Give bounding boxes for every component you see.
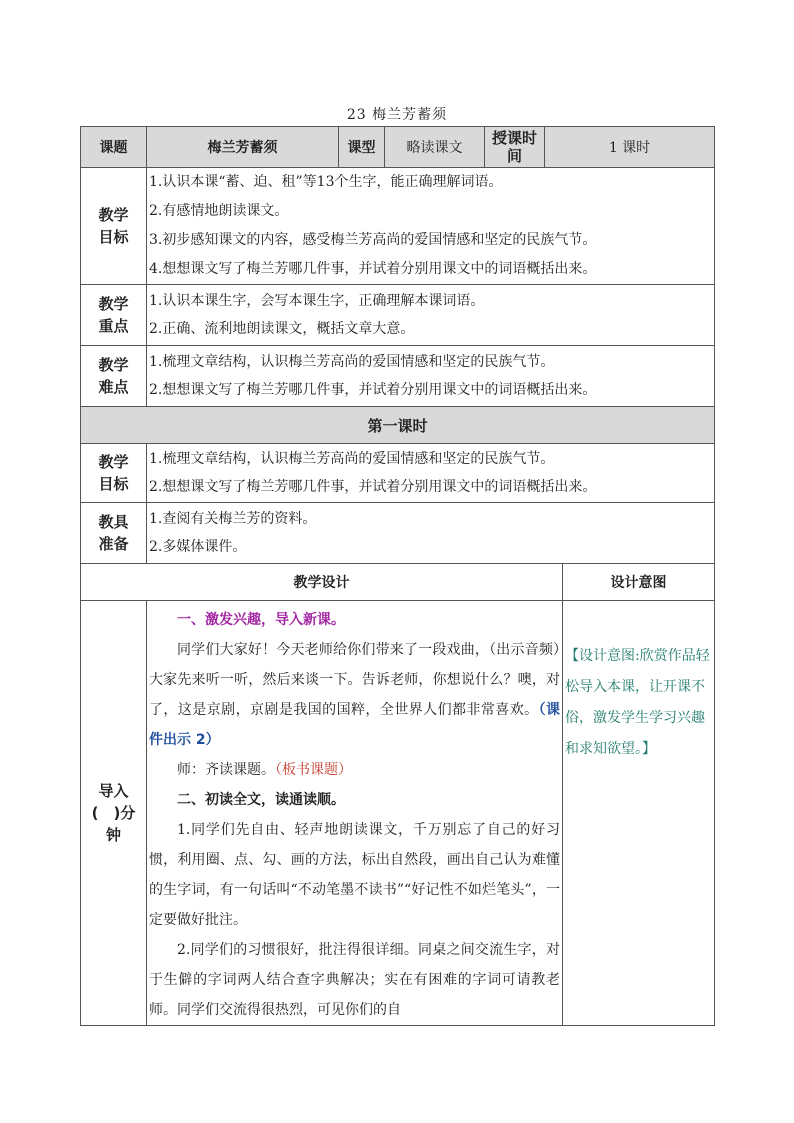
- header-row: [81, 127, 715, 168]
- goal-item: 2.有感情地朗读课文。: [149, 203, 289, 219]
- board-mark: （板书课题）: [275, 762, 352, 778]
- goals-label: 教学目标: [81, 168, 147, 285]
- intent-text: 【设计意图:欣赏作品轻松导入本课，让开课不俗，激发学生学习兴趣和求知欲望。】: [565, 648, 710, 757]
- key-points-content: [147, 285, 715, 346]
- period-goal-item: 2.想想课文写了梅兰芳哪几件事，并试着分别用课文中的词语概括出来。: [149, 479, 597, 495]
- goal-item: 1.认识本课“蓄、迫、租”等13个生字，能正确理解词语。: [149, 174, 503, 190]
- intent-column-title: 设计意图: [563, 564, 715, 601]
- prep-label: 教具准备: [81, 503, 147, 564]
- paragraph: 同学们大家好！今天老师给你们带来了一段戏曲，（出示音频）大家先来听一听，然后来谈一下。告诉老师，你想说什么？噢，对了，这是京剧，京剧是我国的国粹，全世界人们都非常喜欢。（课件出示 2）: [149, 642, 561, 748]
- goal-item: 4.想想课文写了梅兰芳哪几件事，并试着分别用课文中的词语概括出来。: [149, 261, 597, 277]
- difficulty-item: 2.想想课文写了梅兰芳哪几件事，并试着分别用课文中的词语概括出来。: [149, 382, 597, 398]
- prep-item: 1.查阅有关梅兰芳的资料。: [149, 511, 317, 527]
- section-heading: 一、激发兴趣，导入新课。: [177, 612, 345, 628]
- goals-content: [147, 168, 715, 285]
- prep-item: 2.多媒体课件。: [149, 539, 247, 555]
- courseware-mark: （课件出示 2）: [149, 702, 561, 748]
- document-title: 23 梅兰芳蓄须: [346, 107, 448, 123]
- prep-row: [81, 503, 715, 564]
- key-point-item: 1.认识本课生字，会写本课生字，正确理解本课词语。: [149, 293, 485, 309]
- paragraph: 2.同学们的习惯很好，批注得很详细。同桌之间交流生字，对于生僻的字词两人结合查字典解决；实在有困难的字词可请教老师。同学们交流得很热烈，可见你们的自: [149, 942, 560, 1018]
- design-body-row: [81, 601, 715, 1026]
- paragraph: 1.同学们先自由、轻声地朗读课文，千万别忘了自己的好习惯，利用圈、点、勾、画的方法，标出自然段，画出自己认为难懂的生字词，有一句话叫“不动笔墨不读书”“好记性不如烂笔头”，一定要做好批注。: [149, 822, 560, 928]
- time-label: 授课时间: [485, 127, 545, 168]
- goals-row: [81, 168, 715, 285]
- difficulty-item: 1.梳理文章结构，认识梅兰芳高尚的爱国情感和坚定的民族气节。: [149, 354, 555, 370]
- prep-content: [147, 503, 715, 564]
- lesson-plan-table: [80, 126, 715, 1026]
- paragraph: 师：齐读课题。（板书课题）: [177, 762, 352, 778]
- lesson-value: 梅兰芳蓄须: [147, 127, 339, 168]
- intent-content: [563, 601, 715, 1026]
- period-goals-label: 教学目标: [81, 444, 147, 503]
- key-point-item: 2.正确、流利地朗读课文，概括文章大意。: [149, 321, 415, 337]
- time-value: 1 课时: [545, 127, 715, 168]
- difficulties-row: [81, 346, 715, 407]
- design-column-title: 教学设计: [81, 564, 563, 601]
- period-goals-row: [81, 444, 715, 503]
- difficulties-content: [147, 346, 715, 407]
- design-header-row: [81, 564, 715, 601]
- section-heading: 二、初读全文，读通读顺。: [177, 792, 345, 808]
- design-content: [147, 601, 563, 1026]
- intro-time-label: 导入( )分钟: [81, 601, 147, 1026]
- type-value: 略读课文: [385, 127, 485, 168]
- goal-item: 3.初步感知课文的内容，感受梅兰芳高尚的爱国情感和坚定的民族气节。: [149, 232, 597, 248]
- type-label: 课型: [339, 127, 385, 168]
- key-points-label: 教学重点: [81, 285, 147, 346]
- period-goal-item: 1.梳理文章结构，认识梅兰芳高尚的爱国情感和坚定的民族气节。: [149, 451, 555, 467]
- difficulties-label: 教学难点: [81, 346, 147, 407]
- first-period-row: [81, 407, 715, 444]
- key-points-row: [81, 285, 715, 346]
- period-goals-content: [147, 444, 715, 503]
- lesson-label: 课题: [81, 127, 147, 168]
- first-period-title: 第一课时: [81, 407, 715, 444]
